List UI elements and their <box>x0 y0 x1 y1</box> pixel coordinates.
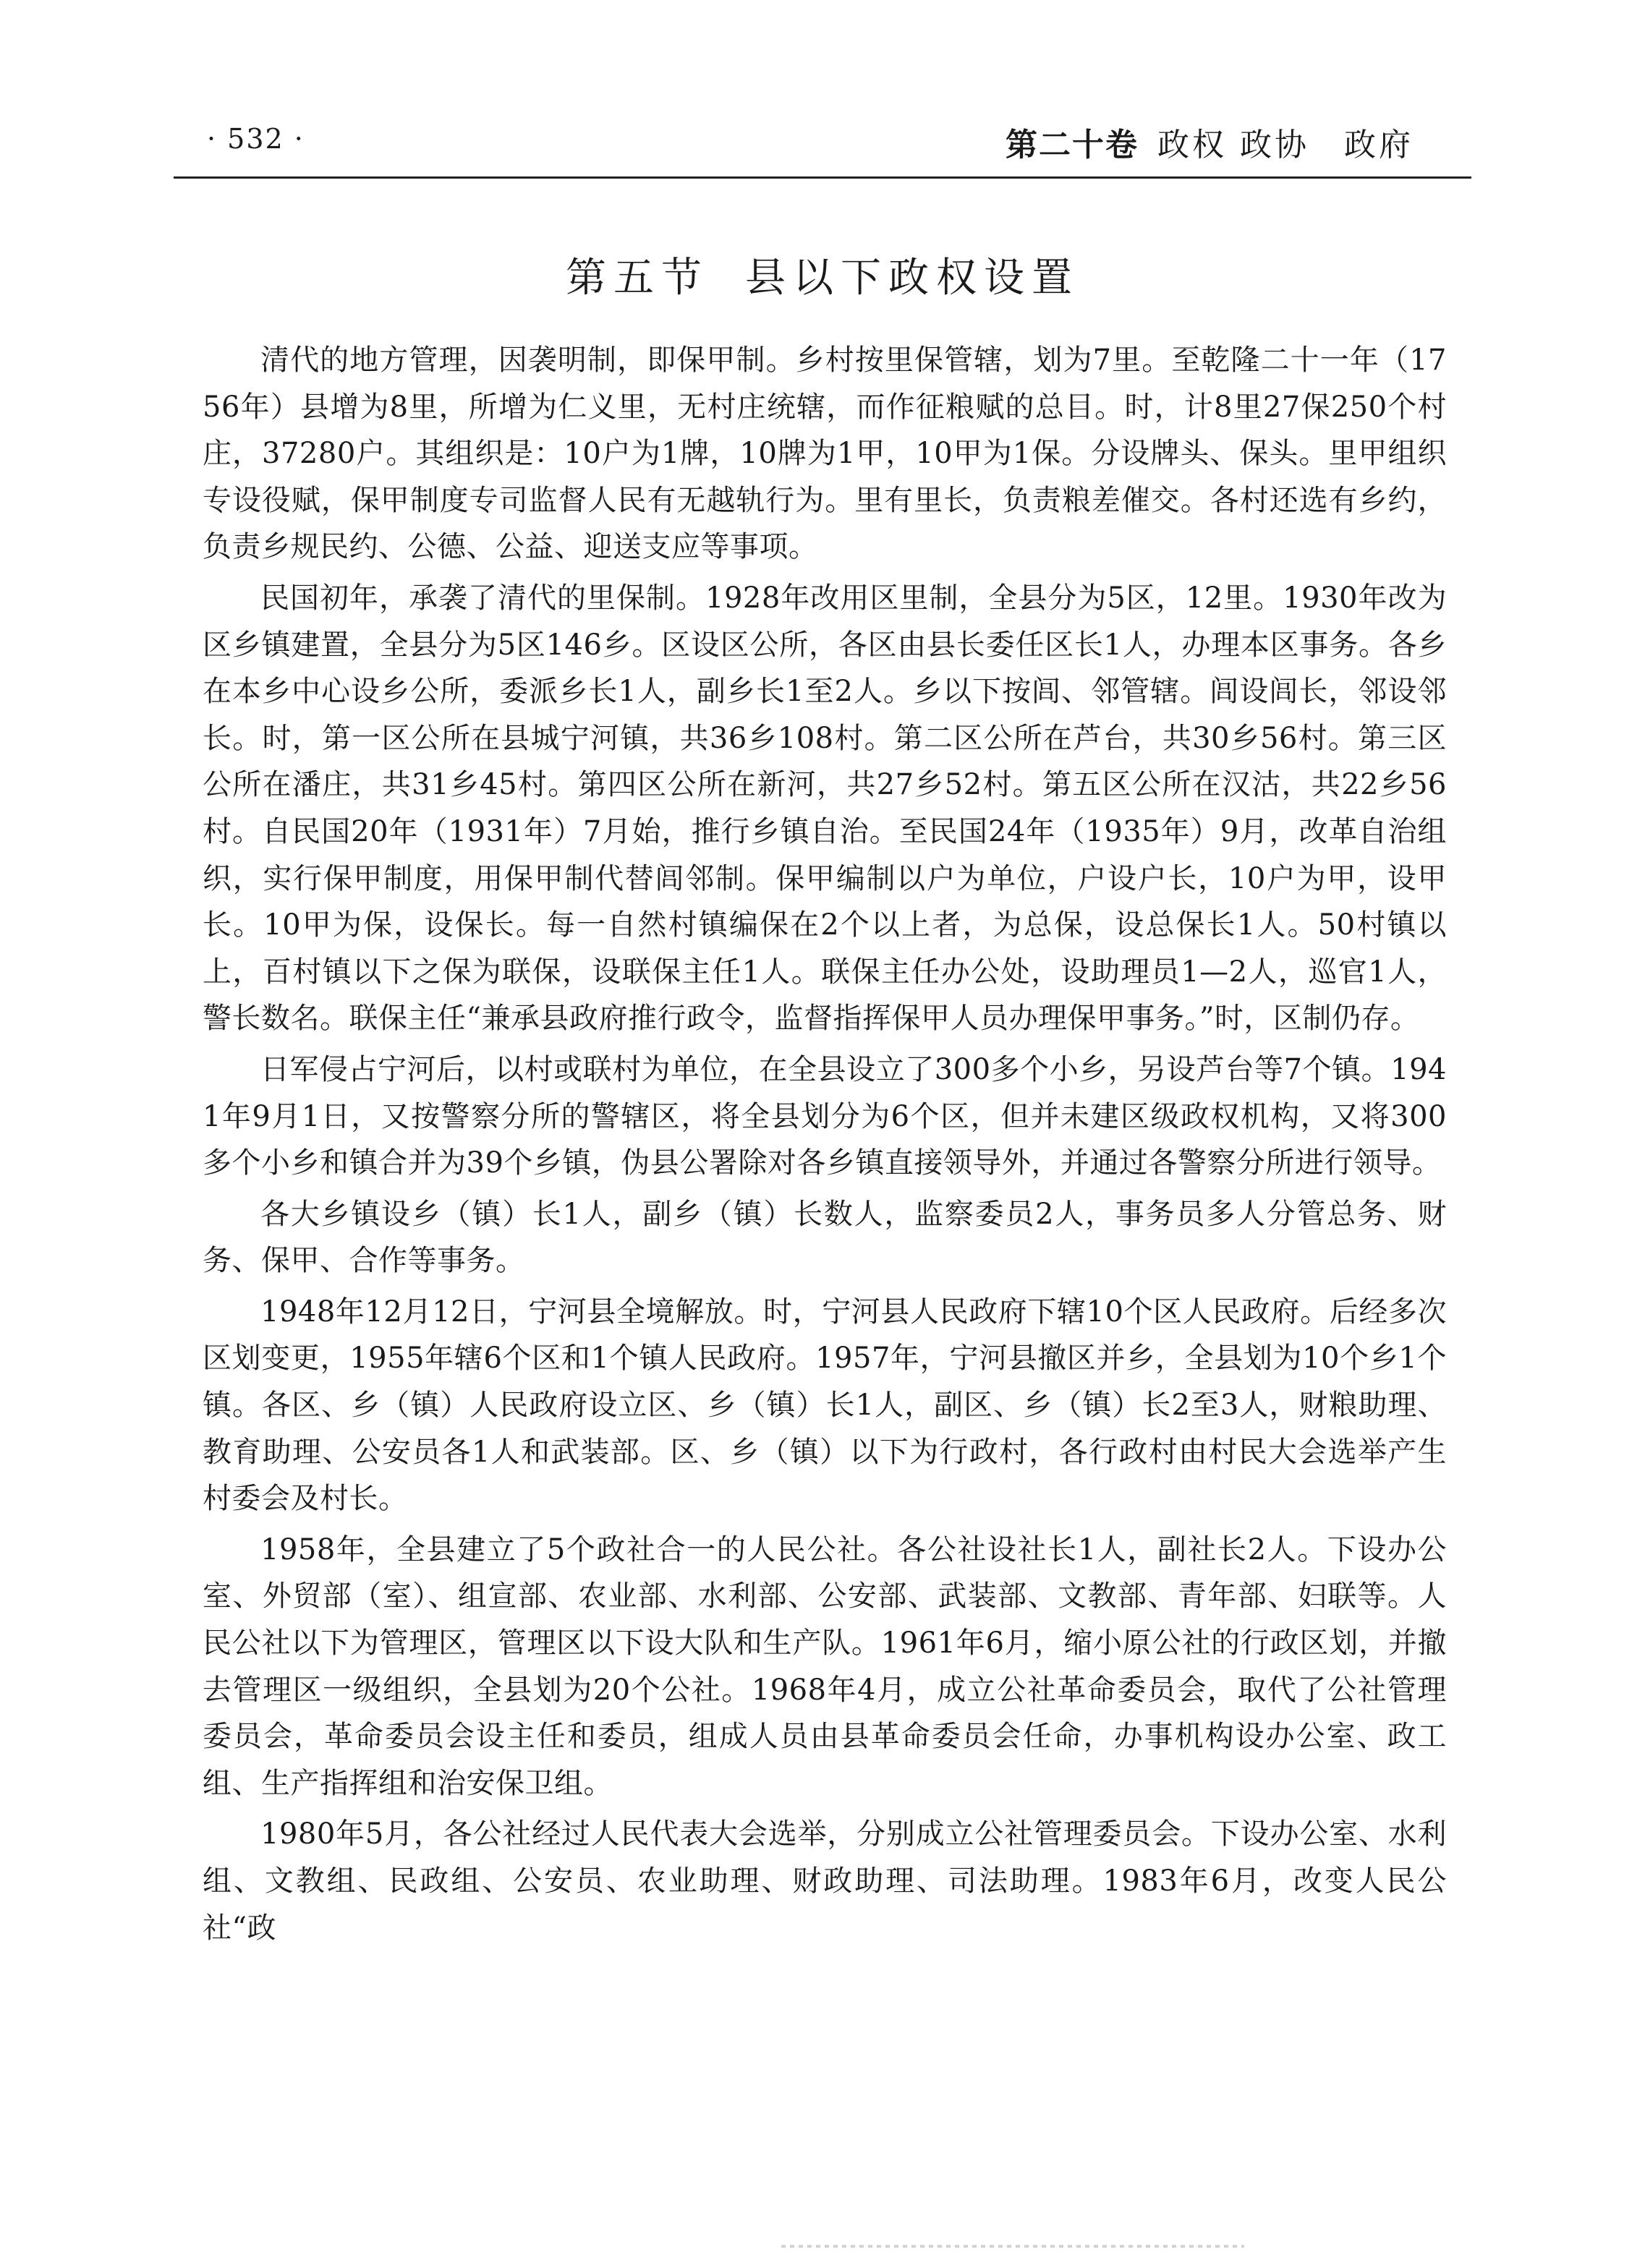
section-title <box>0 246 1645 304</box>
running-head <box>1006 119 1414 165</box>
header-rule <box>174 176 1471 179</box>
paragraph: 各大乡镇设乡（镇）长1人，副乡（镇）长数人，监察委员2人，事务员多人分管总务、财务、保甲、合作等事务。 <box>203 1197 1447 1278</box>
scan-artifact <box>781 2245 1244 2248</box>
topic-label: 政权 政协 政府 <box>1157 127 1414 163</box>
paragraph: 民国初年，承袭了清代的里保制。1928年改用区里制，全县分为5区，12里。1930年改为区乡镇建置，全县分为5区146乡。区设区公所，各区由县长委任区长1人，办理本区事务。各乡在本乡中心设乡公所，委派乡长1人，副乡长1至2人。乡以下按闾、邻管辖。闾设闾长，邻设邻长。时，第一区公所在县城宁河镇，共36乡108村。第二区公所在芦台，共30乡56村。第三区公所在潘庄，共31乡45村。第四区公所在新河，共27乡52村。第五区公所在汉沽，共22乡56村。自民国20年（1931年）7月始，推行乡镇自治。至民国24年（1935年）9月，改革自治组织，实行保甲制度，用保甲制代替闾邻制。保甲编制以户为单位，户设户长，10户为甲，设甲长。10甲为保，设保长。每一自然村镇编保在2个以上者，为总保，设总保长1人。50村镇以上，百村镇以下之保为联保，设联保主任1人。联保主任办公处，设助理员1—2人，巡官1人，警长数名。联保主任“兼承县政府推行政令，监督指挥保甲人员办理保甲事务。”时，区制仍存。 <box>203 581 1447 1036</box>
volume-label: 第二十卷 <box>1006 127 1139 163</box>
paragraph: 1958年，全县建立了5个政社合一的人民公社。各公社设社长1人，副社长2人。下设办公室、外贸部（室）、组宣部、农业部、水利部、公安部、武装部、文教部、青年部、妇联等。人民公社以下为管理区，管理区以下设大队和生产队。1961年6月，缩小原公社的行政区划，并撤去管理区一级组织，全县划为20个公社。1968年4月，成立公社革命委员会，取代了公社管理委员会，革命委员会设主任和委员，组成人员由县革命委员会任命，办事机构设办公室、政工组、生产指挥组和治安保卫组。 <box>203 1532 1447 1800</box>
page-number: · 532 · <box>207 123 305 155</box>
section-heading: 县以下政权设置 <box>745 255 1079 302</box>
section-number: 第五节 <box>566 255 709 302</box>
paragraph: 1948年12月12日，宁河县全境解放。时，宁河县人民政府下辖10个区人民政府。后经多次区划变更，1955年辖6个区和1个镇人民政府。1957年，宁河县撤区并乡，全县划为10个乡1个镇。各区、乡（镇）人民政府设立区、乡（镇）长1人，副区、乡（镇）长2至3人，财粮助理、教育助理、公安员各1人和武装部。区、乡（镇）以下为行政村，各行政村由村民大会选举产生村委会及村长。 <box>203 1295 1447 1516</box>
paragraph: 清代的地方管理，因袭明制，即保甲制。乡村按里保管辖，划为7里。至乾隆二十一年（1756年）县增为8里，所增为仁义里，无村庄统辖，而作征粮赋的总目。时，计8里27保250个村庄，37280户。其组织是：10户为1牌，10牌为1甲，10甲为1保。分设牌头、保头。里甲组织专设役赋，保甲制度专司监督人民有无越轨行为。里有里长，负责粮差催交。各村还选有乡约，负责乡规民约、公德、公益、迎送支应等事项。 <box>203 344 1447 564</box>
body-text <box>203 337 1447 1956</box>
paragraph: 日军侵占宁河后，以村或联村为单位，在全县设立了300多个小乡，另设芦台等7个镇。1941年9月1日，又按警察分所的警辖区，将全县划分为6个区，但并未建区级政权机构，又将300多个小乡和镇合并为39个乡镇，伪县公署除对各乡镇直接领导外，并通过各警察分所进行领导。 <box>203 1052 1447 1180</box>
paragraph: 1980年5月，各公社经过人民代表大会选举，分别成立公社管理委员会。下设办公室、水利组、文教组、民政组、公安员、农业助理、财政助理、司法助理。1983年6月，改变人民公社“政 <box>203 1817 1447 1945</box>
